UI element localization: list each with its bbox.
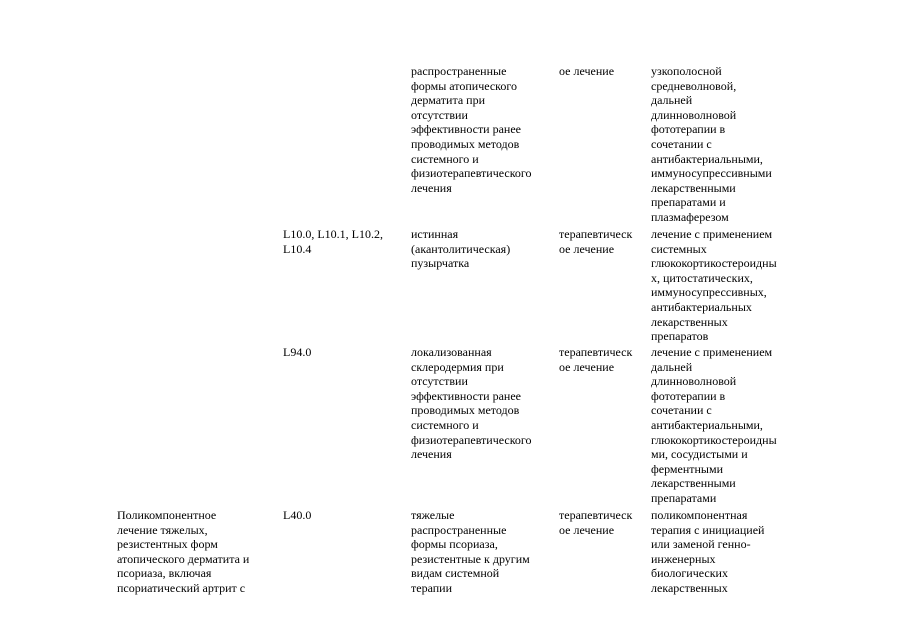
- row-2-treatment-method: лечение с применением дальней длинноволновой фототерапии в сочетании с антибактериальными, глюкокортикостероидны ми, сосудистыми и ферментными лекарственными препаратами: [651, 345, 777, 505]
- row-2-patient-model: локализованная склеродермия при отсутствии эффективности ранее проводимых методов системного и физиотерапевтического лечения: [411, 345, 532, 462]
- row-1-icd-codes: L10.0, L10.1, L10.2, L10.4: [283, 227, 383, 256]
- row-1-treatment-type: терапевтическ ое лечение: [559, 227, 633, 256]
- row-0-treatment-method: узкополосной средневолновой, дальней длинноволновой фототерапии в сочетании с антибактериальными, иммуносупрессивными лекарственными препаратами и плазмаферезом: [651, 64, 772, 224]
- row-3-patient-model: тяжелые распространенные формы псориаза, резистентные к другим видам системной терапии: [411, 508, 530, 595]
- row-3-icd-codes: L40.0: [283, 508, 312, 522]
- row-3-treatment-type: терапевтическ ое лечение: [559, 508, 633, 537]
- row-3-treatment-method: поликомпонентная терапия с инициацией или заменой генно- инженерных биологических лекарственных: [651, 508, 765, 595]
- row-2-treatment-type: терапевтическ ое лечение: [559, 345, 633, 374]
- row-0-patient-model: распространенные формы атопического дерматита при отсутствии эффективности ранее проводимых методов системного и физиотерапевтического лечения: [411, 64, 532, 195]
- row-1-treatment-method: лечение с применением системных глюкокортикостероидны х, цитостатических, иммуносупрессивных, антибактериальных лекарственных препаратов: [651, 227, 777, 344]
- row-1-patient-model: истинная (акантолитическая) пузырчатка: [411, 227, 511, 271]
- row-2-icd-codes: L94.0: [283, 345, 312, 359]
- row-3-care-profile: Поликомпонентное лечение тяжелых, резистентных форм атопического дерматита и псориаза, включая псориатический артрит с: [117, 508, 250, 595]
- row-0-treatment-type: ое лечение: [559, 64, 615, 78]
